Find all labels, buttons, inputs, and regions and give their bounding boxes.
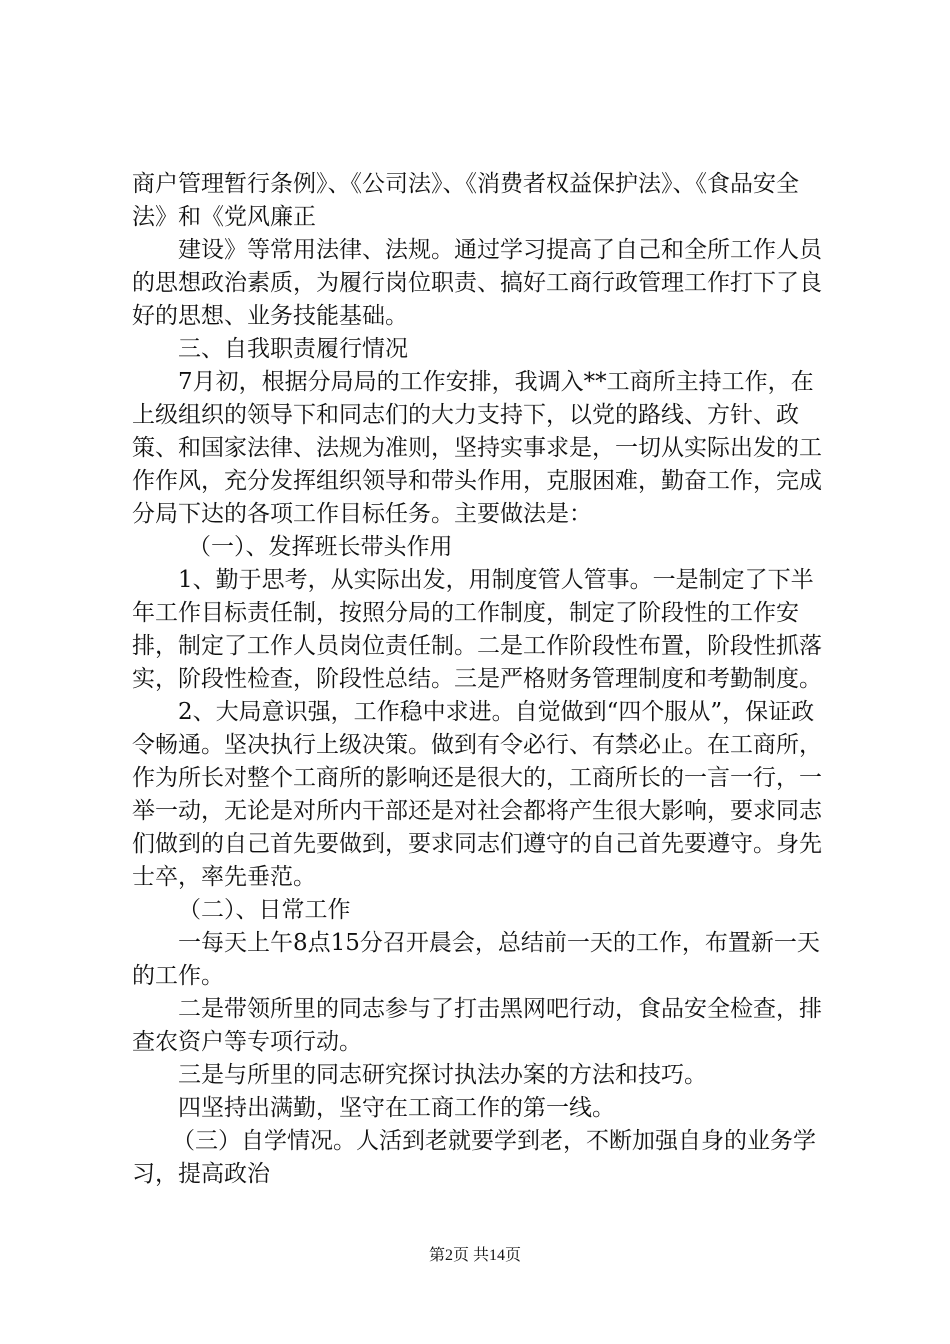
paragraph-1: 商户管理暂行条例》、《公司法》、《消费者权益保护法》、《食品安全法》和《党风廉正 <box>132 171 799 230</box>
paragraph-5: （一）、发挥班长带头作用 <box>188 534 453 560</box>
paragraph-8: （二）、日常工作 <box>178 897 351 923</box>
paragraph-3: 三、自我职责履行情况 <box>178 336 408 362</box>
paragraph-2: 建设》等常用法律、法规。通过学习提高了自己和全所工作人员的思想政治素质，为履行岗位职责、搞好工商行政管理工作打下了良好的思想、业务技能基础。 <box>132 237 822 329</box>
document-body <box>132 168 832 1191</box>
paragraph-10: 二是带领所里的同志参与了打击黑网吧行动，食品安全检查，排查农资户等专项行动。 <box>132 996 822 1055</box>
paragraph-11: 三是与所里的同志研究探讨执法办案的方法和技巧。 <box>178 1062 707 1088</box>
paragraph-12: 四坚持出满勤，坚守在工商工作的第一线。 <box>178 1095 615 1121</box>
paragraph-9: 一每天上午8点15分召开晨会，总结前一天的工作，布置新一天的工作。 <box>132 930 820 989</box>
paragraph-4: 7月初，根据分局局的工作安排，我调入**工商所主持工作，在上级组织的领导下和同志们的大力支持下，以党的路线、方针、政策、和国家法律、法规为准则，坚持实事求是，一切从实际出发的工作作风，充分发挥组织领导和带头作用，克服困难，勤奋工作，完成分局下达的各项工作目标任务。主要做法是： <box>132 369 822 527</box>
paragraph-7: 2、大局意识强，工作稳中求进。自觉做到“四个服从”，保证政令畅通。坚决执行上级决策。做到有令必行、有禁必止。在工商所，作为所长对整个工商所的影响还是很大的，工商所长的一言一行，一举一动，无论是对所内干部还是对社会都将产生很大影响，要求同志们做到的自己首先要做到，要求同志们遵守的自己首先要遵守。身先士卒，率先垂范。 <box>132 699 822 890</box>
page-number-footer: 第2页 共14页 <box>428 1247 521 1264</box>
paragraph-13: （三）自学情况。人活到老就要学到老，不断加强自身的业务学习，提高政治 <box>132 1128 816 1187</box>
paragraph-6: 1、勤于思考，从实际出发，用制度管人管事。一是制定了下半年工作目标责任制，按照分局的工作制度，制定了阶段性的工作安排，制定了工作人员岗位责任制。二是工作阶段性布置，阶段性抓落实，阶段性检查，阶段性总结。三是严格财务管理制度和考勤制度。 <box>132 567 822 692</box>
